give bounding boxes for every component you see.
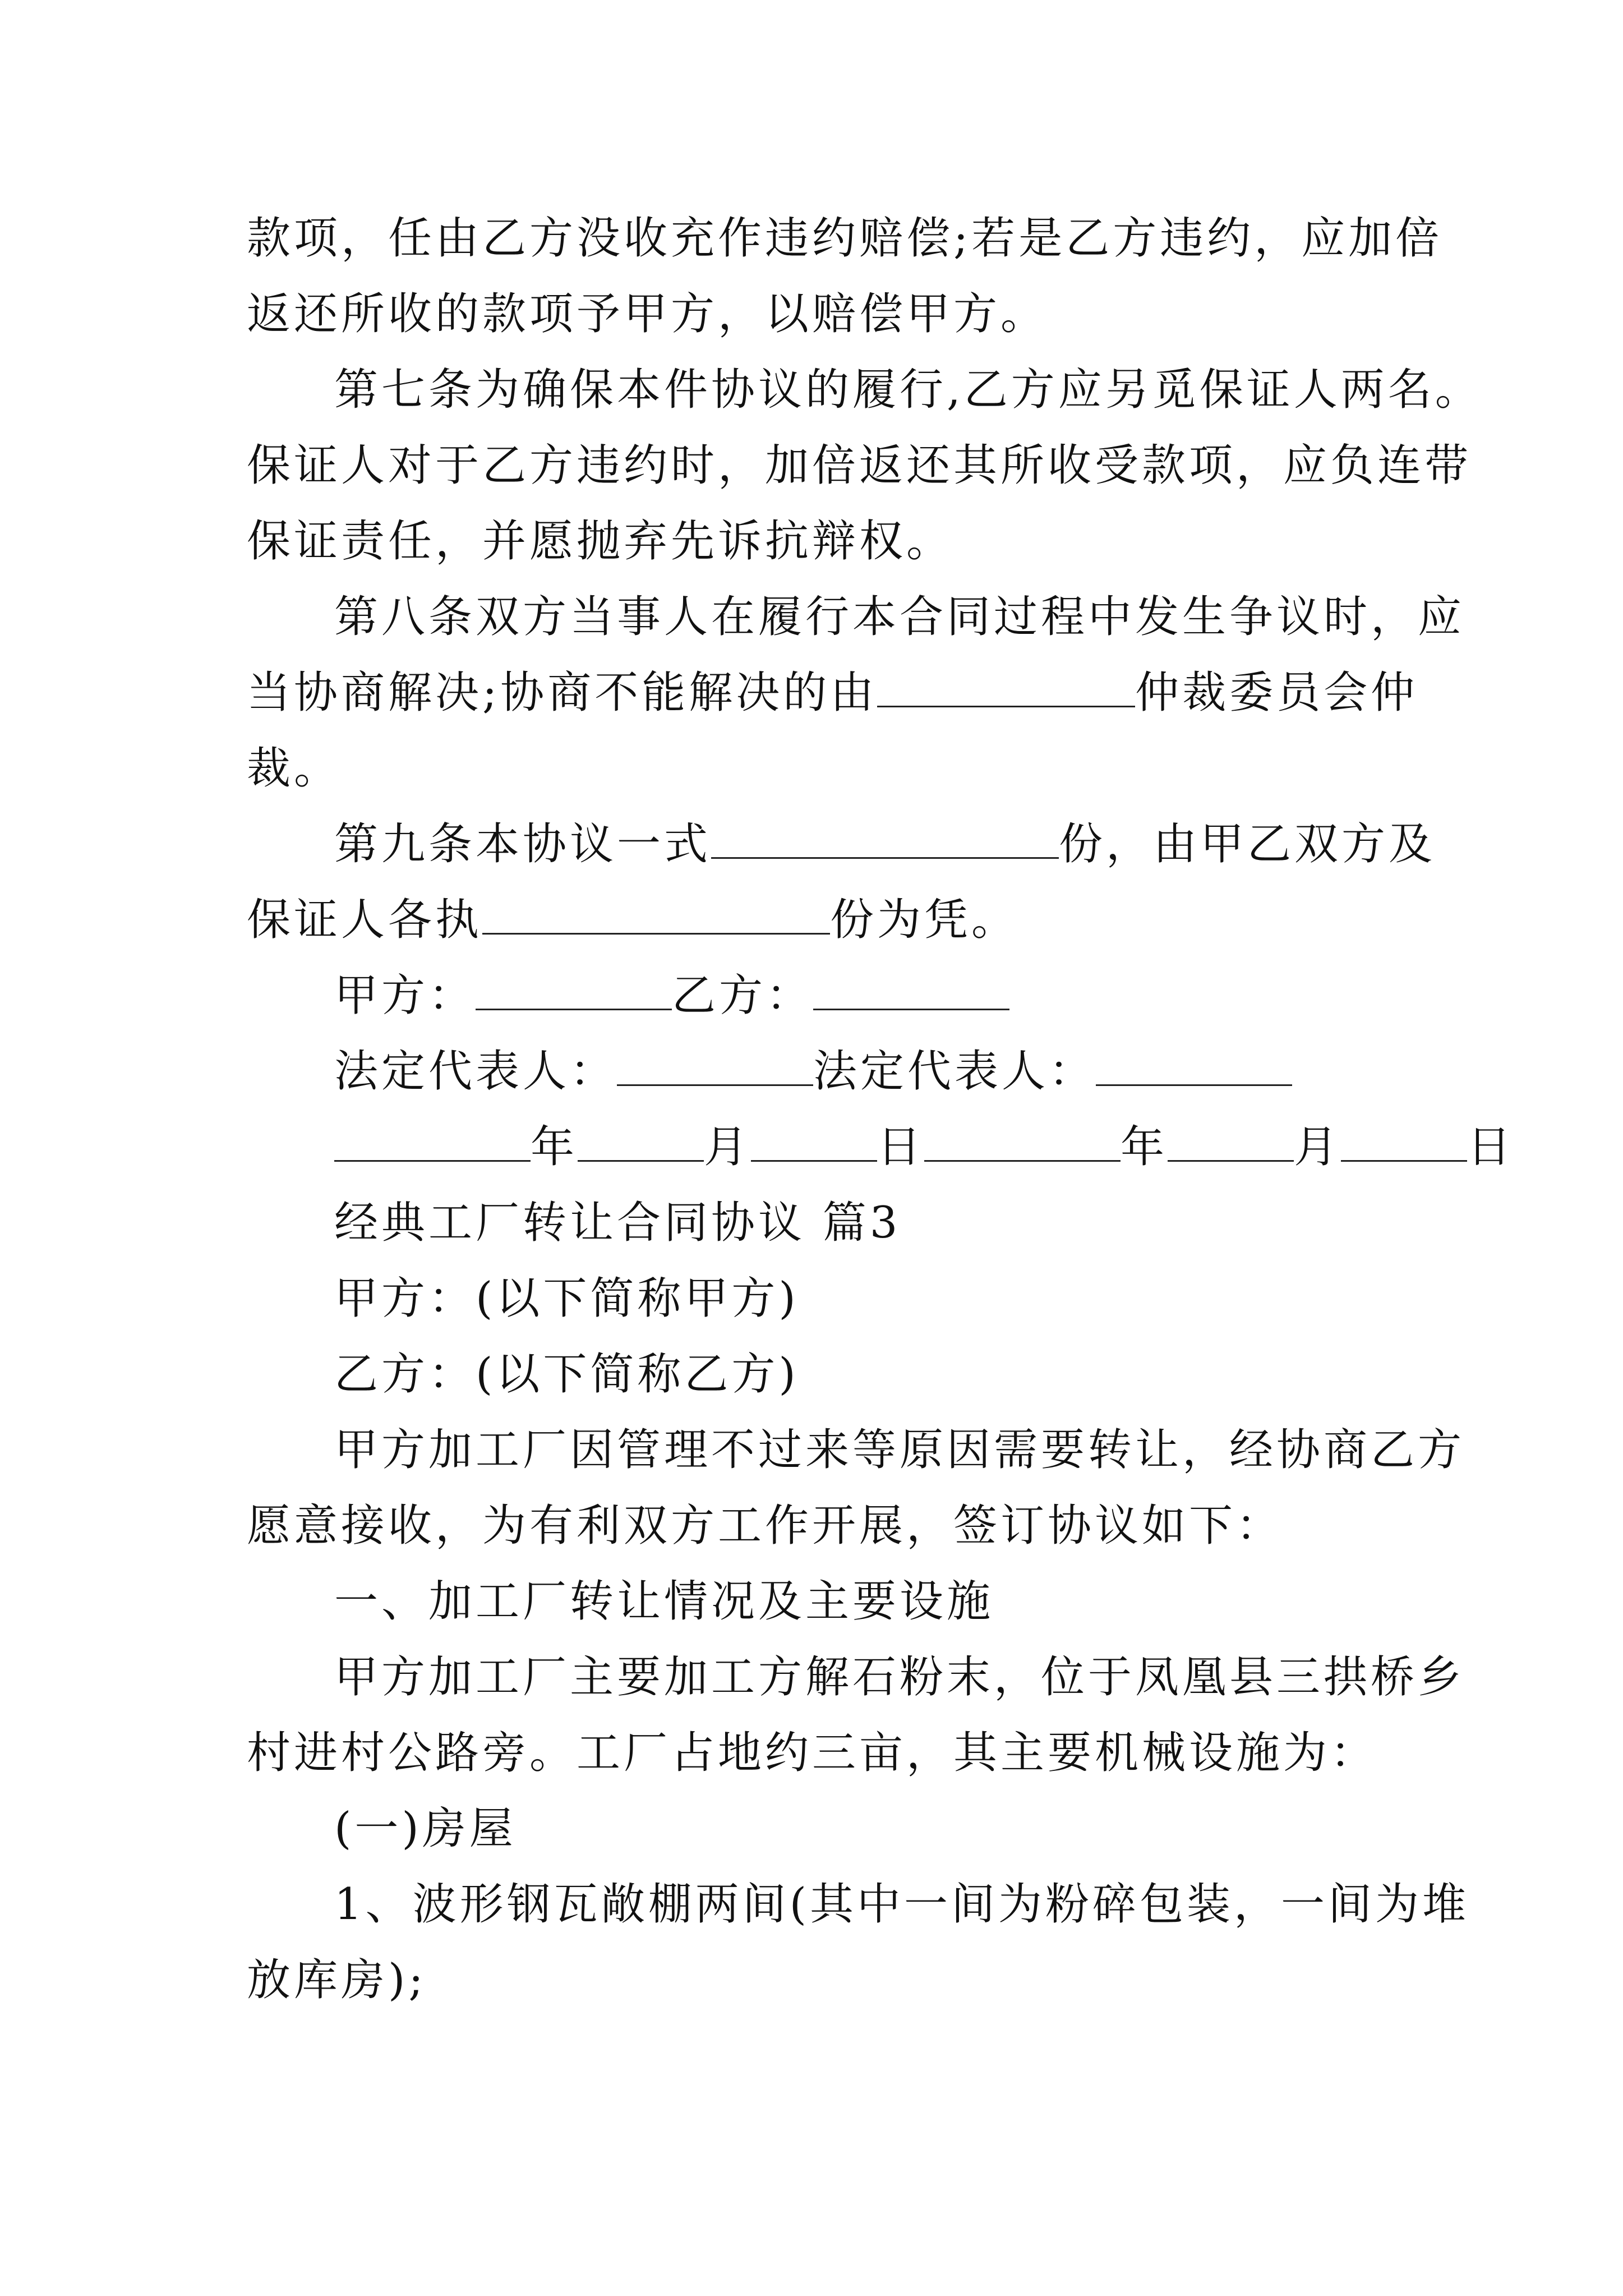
party-b-blank (813, 968, 1009, 1010)
year-label: 年 (1121, 1122, 1168, 1172)
copies-text-after: 份为凭。 (830, 895, 1019, 945)
rep-a-label: 法定代表人： (334, 1046, 617, 1097)
section-title: 经典工厂转让合同协议 篇3 (334, 1198, 901, 1248)
text-line: 保证人对于乙方违约时，加倍返还其所收受款项，应负连带 (247, 440, 1472, 491)
copies-text-before: 第九条本协议一式 (334, 819, 712, 869)
rep-b-blank (1096, 1044, 1292, 1086)
party-a-definition: 甲方：(以下简称甲方) (334, 1273, 799, 1324)
party-a-label: 甲方： (334, 970, 476, 1021)
party-b-definition: 乙方：(以下简称乙方) (334, 1349, 799, 1400)
year-blank (334, 1120, 531, 1162)
text-line: 返还所收的款项予甲方，以赔偿甲方。 (247, 289, 1048, 339)
copies-text-after: 份，由甲乙双方及 (1059, 819, 1436, 869)
copies-blank (482, 892, 830, 935)
day-label: 日 (1467, 1122, 1515, 1172)
text-line: 放库房); (247, 1955, 427, 2005)
text-line: 款项，任由乙方没收充作违约赔偿;若是乙方违约，应加倍 (247, 213, 1443, 264)
text-line: 村进村公路旁。工厂占地约三亩，其主要机械设施为： (247, 1728, 1378, 1778)
year-label: 年 (531, 1122, 578, 1172)
list-item: 1、波形钢瓦敞棚两间(其中一间为粉碎包装，一间为堆 (334, 1879, 1470, 1930)
arbitration-text-before: 当协商解决;协商不能解决的由 (247, 668, 878, 718)
day-blank (751, 1120, 877, 1162)
day-label: 日 (877, 1122, 925, 1172)
text-line: 甲方加工厂因管理不过来等原因需要转让，经协商乙方 (334, 1425, 1465, 1475)
copies-line-2 (247, 892, 1018, 948)
month-label: 月 (1294, 1122, 1341, 1172)
day-blank (1341, 1120, 1467, 1162)
party-b-label: 乙方： (672, 970, 814, 1021)
month-blank (578, 1120, 704, 1162)
text-line: 裁。 (247, 743, 342, 794)
article-7: 第七条为确保本件协议的履行,乙方应另觅保证人两名。 (334, 365, 1482, 415)
arbitration-line (247, 665, 1418, 721)
copies-text-before: 保证人各执 (247, 895, 483, 945)
text-line: 愿意接收，为有利双方工作开展，签订协议如下： (247, 1501, 1284, 1551)
article-9 (334, 816, 1436, 872)
text-line: 保证责任，并愿抛弃先诉抗辩权。 (247, 516, 954, 567)
text-line: 甲方加工厂主要加工方解石粉末，位于凤凰县三拱桥乡 (334, 1652, 1465, 1703)
month-label: 月 (704, 1122, 751, 1172)
signature-representatives (334, 1043, 1292, 1099)
month-blank (1168, 1120, 1294, 1162)
subheading: (一)房屋 (334, 1803, 517, 1854)
rep-a-blank (617, 1044, 813, 1086)
article-8: 第八条双方当事人在履行本合同过程中发生争议时，应 (334, 592, 1465, 642)
copies-blank (711, 817, 1059, 859)
signature-parties (334, 968, 1009, 1024)
year-blank (924, 1120, 1121, 1162)
arbitration-text-after: 仲裁委员会仲 (1135, 668, 1418, 718)
party-a-blank (476, 968, 672, 1010)
rep-b-label: 法定代表人： (813, 1046, 1096, 1097)
arbitration-blank (877, 665, 1135, 707)
signature-dates (334, 1119, 1514, 1175)
heading-1: 一、加工厂转让情况及主要设施 (334, 1576, 994, 1627)
